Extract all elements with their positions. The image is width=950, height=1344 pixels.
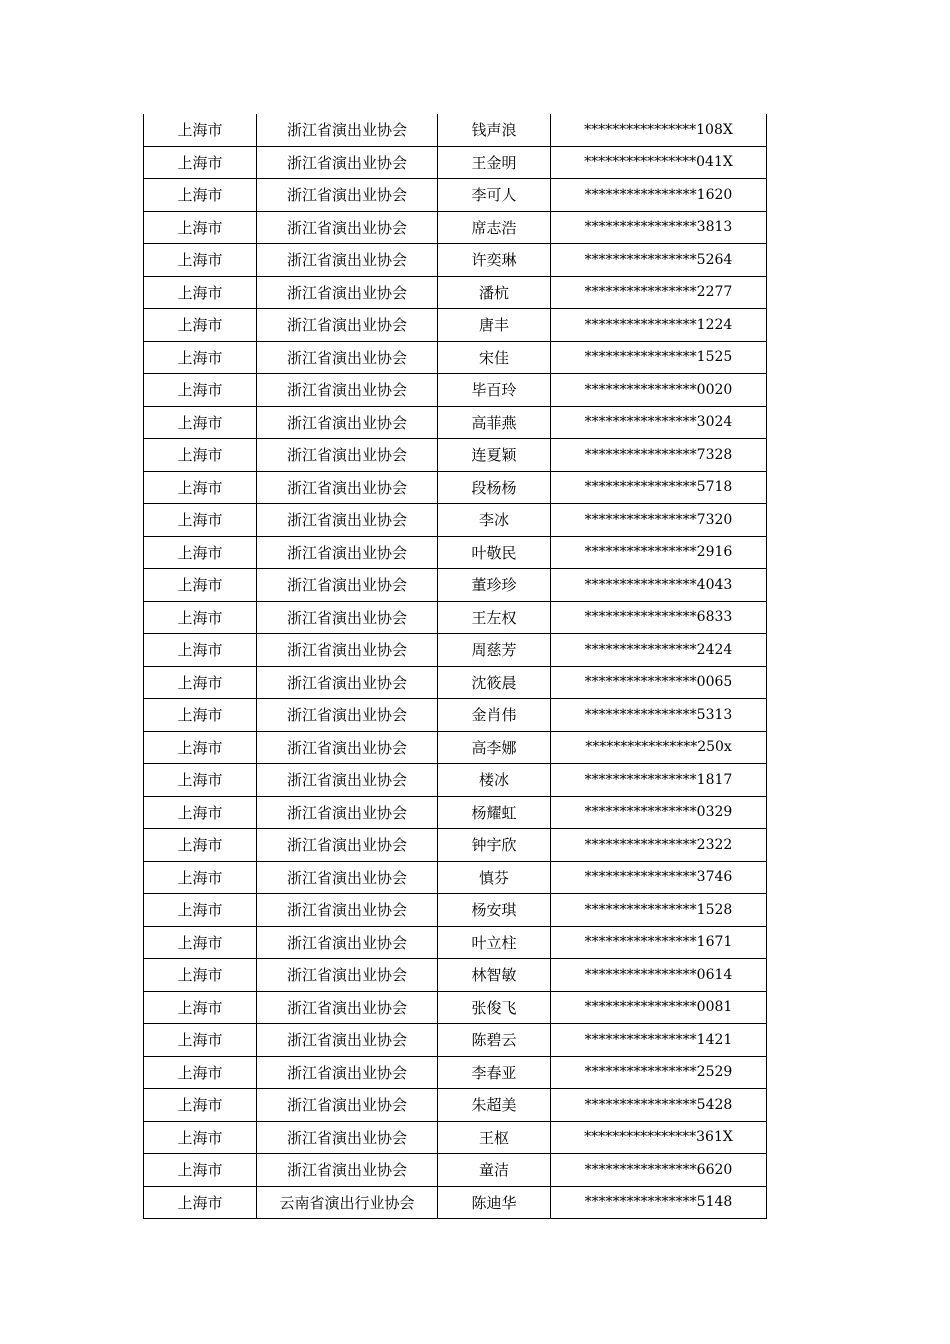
name-cell: 沈筱晨 xyxy=(438,666,551,699)
city-cell: 上海市 xyxy=(144,1154,257,1187)
id-number-cell: ****************108X xyxy=(551,114,767,146)
name-cell: 杨安琪 xyxy=(438,894,551,927)
organization-cell: 浙江省演出业协会 xyxy=(257,211,438,244)
city-cell: 上海市 xyxy=(144,276,257,309)
table-row xyxy=(144,569,767,602)
name-cell: 张俊飞 xyxy=(438,991,551,1024)
city-cell: 上海市 xyxy=(144,634,257,667)
organization-cell: 浙江省演出业协会 xyxy=(257,341,438,374)
organization-cell: 浙江省演出业协会 xyxy=(257,829,438,862)
city-cell: 上海市 xyxy=(144,959,257,992)
city-cell: 上海市 xyxy=(144,114,257,146)
id-number-cell: ****************0020 xyxy=(551,374,767,407)
name-cell: 楼冰 xyxy=(438,764,551,797)
city-cell: 上海市 xyxy=(144,1186,257,1219)
city-cell: 上海市 xyxy=(144,244,257,277)
id-number-cell: ****************2277 xyxy=(551,276,767,309)
id-number-cell: ****************361X xyxy=(551,1121,767,1154)
id-number-cell: ****************1528 xyxy=(551,894,767,927)
name-cell: 高李娜 xyxy=(438,731,551,764)
table-row xyxy=(144,1056,767,1089)
table-row xyxy=(144,471,767,504)
id-number-cell: ****************5148 xyxy=(551,1186,767,1219)
roster-table xyxy=(143,114,767,1219)
id-number-cell: ****************5313 xyxy=(551,699,767,732)
id-number-cell: ****************0614 xyxy=(551,959,767,992)
city-cell: 上海市 xyxy=(144,536,257,569)
id-number-cell: ****************4043 xyxy=(551,569,767,602)
table-row xyxy=(144,114,767,146)
id-number-cell: ****************3024 xyxy=(551,406,767,439)
organization-cell: 浙江省演出业协会 xyxy=(257,1089,438,1122)
city-cell: 上海市 xyxy=(144,569,257,602)
city-cell: 上海市 xyxy=(144,471,257,504)
city-cell: 上海市 xyxy=(144,764,257,797)
city-cell: 上海市 xyxy=(144,179,257,212)
organization-cell: 浙江省演出业协会 xyxy=(257,926,438,959)
organization-cell: 浙江省演出业协会 xyxy=(257,276,438,309)
name-cell: 董珍珍 xyxy=(438,569,551,602)
city-cell: 上海市 xyxy=(144,991,257,1024)
table-row xyxy=(144,959,767,992)
id-number-cell: ****************0065 xyxy=(551,666,767,699)
city-cell: 上海市 xyxy=(144,894,257,927)
table-row xyxy=(144,634,767,667)
table-row xyxy=(144,601,767,634)
city-cell: 上海市 xyxy=(144,1056,257,1089)
table-row xyxy=(144,1154,767,1187)
city-cell: 上海市 xyxy=(144,861,257,894)
city-cell: 上海市 xyxy=(144,146,257,179)
name-cell: 朱超美 xyxy=(438,1089,551,1122)
name-cell: 毕百玲 xyxy=(438,374,551,407)
table-row xyxy=(144,374,767,407)
table-row xyxy=(144,536,767,569)
table-row xyxy=(144,309,767,342)
name-cell: 陈碧云 xyxy=(438,1024,551,1057)
name-cell: 童洁 xyxy=(438,1154,551,1187)
city-cell: 上海市 xyxy=(144,374,257,407)
id-number-cell: ****************0329 xyxy=(551,796,767,829)
organization-cell: 浙江省演出业协会 xyxy=(257,894,438,927)
organization-cell: 浙江省演出业协会 xyxy=(257,764,438,797)
roster-table-body xyxy=(144,114,767,1219)
name-cell: 高菲燕 xyxy=(438,406,551,439)
table-row xyxy=(144,146,767,179)
table-row xyxy=(144,276,767,309)
id-number-cell: ****************1671 xyxy=(551,926,767,959)
table-row xyxy=(144,406,767,439)
name-cell: 唐丰 xyxy=(438,309,551,342)
id-number-cell: ****************6833 xyxy=(551,601,767,634)
organization-cell: 浙江省演出业协会 xyxy=(257,406,438,439)
name-cell: 钱声浪 xyxy=(438,114,551,146)
city-cell: 上海市 xyxy=(144,601,257,634)
table-row xyxy=(144,504,767,537)
organization-cell: 浙江省演出业协会 xyxy=(257,861,438,894)
organization-cell: 浙江省演出业协会 xyxy=(257,1024,438,1057)
id-number-cell: ****************7320 xyxy=(551,504,767,537)
city-cell: 上海市 xyxy=(144,406,257,439)
id-number-cell: ****************2424 xyxy=(551,634,767,667)
organization-cell: 浙江省演出业协会 xyxy=(257,569,438,602)
table-row xyxy=(144,341,767,374)
table-row xyxy=(144,1121,767,1154)
id-number-cell: ****************5718 xyxy=(551,471,767,504)
id-number-cell: ****************3813 xyxy=(551,211,767,244)
name-cell: 陈迪华 xyxy=(438,1186,551,1219)
id-number-cell: ****************250x xyxy=(551,731,767,764)
id-number-cell: ****************1620 xyxy=(551,179,767,212)
city-cell: 上海市 xyxy=(144,829,257,862)
city-cell: 上海市 xyxy=(144,1089,257,1122)
table-row xyxy=(144,439,767,472)
id-number-cell: ****************5264 xyxy=(551,244,767,277)
city-cell: 上海市 xyxy=(144,211,257,244)
city-cell: 上海市 xyxy=(144,666,257,699)
table-row xyxy=(144,244,767,277)
organization-cell: 浙江省演出业协会 xyxy=(257,1154,438,1187)
organization-cell: 浙江省演出业协会 xyxy=(257,536,438,569)
city-cell: 上海市 xyxy=(144,309,257,342)
organization-cell: 浙江省演出业协会 xyxy=(257,179,438,212)
table-row xyxy=(144,1024,767,1057)
city-cell: 上海市 xyxy=(144,341,257,374)
name-cell: 杨耀虹 xyxy=(438,796,551,829)
table-row xyxy=(144,926,767,959)
organization-cell: 浙江省演出业协会 xyxy=(257,374,438,407)
id-number-cell: ****************6620 xyxy=(551,1154,767,1187)
table-row xyxy=(144,699,767,732)
city-cell: 上海市 xyxy=(144,699,257,732)
city-cell: 上海市 xyxy=(144,439,257,472)
id-number-cell: ****************2529 xyxy=(551,1056,767,1089)
name-cell: 王枢 xyxy=(438,1121,551,1154)
roster-table-container xyxy=(143,114,766,1219)
name-cell: 潘杭 xyxy=(438,276,551,309)
table-row xyxy=(144,1089,767,1122)
name-cell: 席志浩 xyxy=(438,211,551,244)
table-row xyxy=(144,179,767,212)
organization-cell: 浙江省演出业协会 xyxy=(257,114,438,146)
table-row xyxy=(144,829,767,862)
table-row xyxy=(144,861,767,894)
name-cell: 慎芬 xyxy=(438,861,551,894)
organization-cell: 浙江省演出业协会 xyxy=(257,731,438,764)
table-row xyxy=(144,731,767,764)
organization-cell: 浙江省演出业协会 xyxy=(257,439,438,472)
organization-cell: 浙江省演出业协会 xyxy=(257,666,438,699)
id-number-cell: ****************041X xyxy=(551,146,767,179)
name-cell: 周慈芳 xyxy=(438,634,551,667)
name-cell: 叶敬民 xyxy=(438,536,551,569)
id-number-cell: ****************2322 xyxy=(551,829,767,862)
table-row xyxy=(144,894,767,927)
organization-cell: 浙江省演出业协会 xyxy=(257,504,438,537)
organization-cell: 浙江省演出业协会 xyxy=(257,309,438,342)
name-cell: 许奕琳 xyxy=(438,244,551,277)
name-cell: 李冰 xyxy=(438,504,551,537)
name-cell: 林智敏 xyxy=(438,959,551,992)
id-number-cell: ****************1421 xyxy=(551,1024,767,1057)
table-row xyxy=(144,211,767,244)
organization-cell: 云南省演出行业协会 xyxy=(257,1186,438,1219)
city-cell: 上海市 xyxy=(144,796,257,829)
organization-cell: 浙江省演出业协会 xyxy=(257,244,438,277)
organization-cell: 浙江省演出业协会 xyxy=(257,796,438,829)
name-cell: 钟宇欣 xyxy=(438,829,551,862)
city-cell: 上海市 xyxy=(144,504,257,537)
organization-cell: 浙江省演出业协会 xyxy=(257,1121,438,1154)
organization-cell: 浙江省演出业协会 xyxy=(257,471,438,504)
city-cell: 上海市 xyxy=(144,731,257,764)
name-cell: 段杨杨 xyxy=(438,471,551,504)
city-cell: 上海市 xyxy=(144,1024,257,1057)
city-cell: 上海市 xyxy=(144,1121,257,1154)
id-number-cell: ****************0081 xyxy=(551,991,767,1024)
id-number-cell: ****************2916 xyxy=(551,536,767,569)
name-cell: 金肖伟 xyxy=(438,699,551,732)
organization-cell: 浙江省演出业协会 xyxy=(257,1056,438,1089)
name-cell: 叶立柱 xyxy=(438,926,551,959)
organization-cell: 浙江省演出业协会 xyxy=(257,991,438,1024)
id-number-cell: ****************1224 xyxy=(551,309,767,342)
organization-cell: 浙江省演出业协会 xyxy=(257,146,438,179)
organization-cell: 浙江省演出业协会 xyxy=(257,699,438,732)
name-cell: 李春亚 xyxy=(438,1056,551,1089)
id-number-cell: ****************5428 xyxy=(551,1089,767,1122)
organization-cell: 浙江省演出业协会 xyxy=(257,634,438,667)
id-number-cell: ****************3746 xyxy=(551,861,767,894)
table-row xyxy=(144,764,767,797)
name-cell: 王金明 xyxy=(438,146,551,179)
table-row xyxy=(144,991,767,1024)
organization-cell: 浙江省演出业协会 xyxy=(257,601,438,634)
name-cell: 王左权 xyxy=(438,601,551,634)
city-cell: 上海市 xyxy=(144,926,257,959)
id-number-cell: ****************1525 xyxy=(551,341,767,374)
organization-cell: 浙江省演出业协会 xyxy=(257,959,438,992)
id-number-cell: ****************1817 xyxy=(551,764,767,797)
name-cell: 宋佳 xyxy=(438,341,551,374)
table-row xyxy=(144,1186,767,1219)
table-row xyxy=(144,666,767,699)
id-number-cell: ****************7328 xyxy=(551,439,767,472)
name-cell: 连夏颖 xyxy=(438,439,551,472)
name-cell: 李可人 xyxy=(438,179,551,212)
table-row xyxy=(144,796,767,829)
